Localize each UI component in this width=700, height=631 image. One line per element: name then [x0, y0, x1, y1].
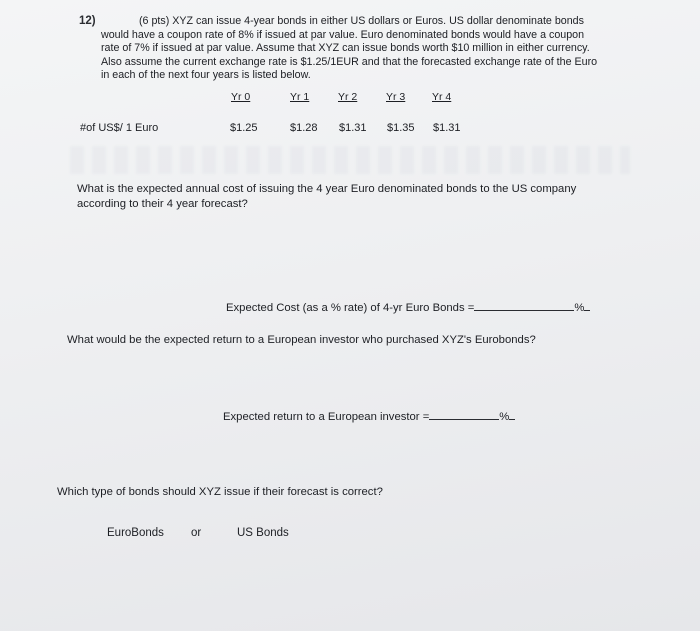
trailing-underline [509, 409, 515, 420]
expected-cost-blank[interactable] [474, 300, 574, 311]
rate-yr4: $1.31 [433, 122, 461, 134]
rate-yr0: $1.25 [230, 122, 258, 134]
expected-return-answer [223, 409, 515, 425]
question-1-line: What is the expected annual cost of issuing the 4 year Euro denominated bonds to the US company [77, 183, 577, 195]
option-eurobonds: EuroBonds [107, 527, 164, 539]
option-connector: or [191, 527, 202, 539]
year-header-2: Yr 2 [338, 91, 358, 103]
year-header-0: Yr 0 [231, 91, 251, 103]
problem-line: would have a coupon rate of 8% if issued at par value. Euro denominated bonds would have a coupon [101, 28, 585, 41]
option-us-bonds: US Bonds [237, 527, 289, 539]
year-header-3: Yr 3 [386, 91, 406, 103]
question-number: 12) [79, 15, 96, 27]
expected-return-label: Expected return to a European investor = [223, 411, 430, 423]
year-header-4: Yr 4 [432, 91, 452, 103]
problem-line: Also assume the current exchange rate is $1.25/1EUR and that the forecasted exchange rate of the Euro [101, 55, 598, 68]
faint-bleed-through-text [70, 146, 630, 174]
rate-yr2: $1.31 [339, 122, 367, 134]
question-1 [77, 182, 576, 212]
rate-yr1: $1.28 [290, 122, 318, 134]
year-header-1: Yr 1 [290, 91, 310, 103]
trailing-underline [584, 300, 590, 311]
percent-sign: % [499, 411, 510, 423]
percent-sign: % [574, 302, 585, 314]
problem-line: (6 pts) XYZ can issue 4-year bonds in either US dollars or Euros. US dollar denominate bonds [139, 15, 584, 27]
problem-line: rate of 7% if issued at par value. Assume that XYZ can issue bonds worth $10 million in either currency. [101, 42, 590, 55]
expected-cost-answer [226, 300, 590, 316]
question-3: Which type of bonds should XYZ issue if their forecast is correct? [57, 486, 383, 498]
rate-yr3: $1.35 [387, 122, 415, 134]
problem-line: in each of the next four years is listed below. [101, 69, 311, 82]
question-2: What would be the expected return to a European investor who purchased XYZ's Eurobonds? [67, 334, 536, 346]
expected-cost-label: Expected Cost (as a % rate) of 4-yr Euro Bonds = [226, 302, 475, 314]
problem-statement [101, 15, 661, 83]
question-1-line: according to their 4 year forecast? [77, 198, 248, 210]
expected-return-blank[interactable] [429, 409, 499, 420]
exchange-rate-row-label: #of US$/ 1 Euro [80, 122, 159, 134]
